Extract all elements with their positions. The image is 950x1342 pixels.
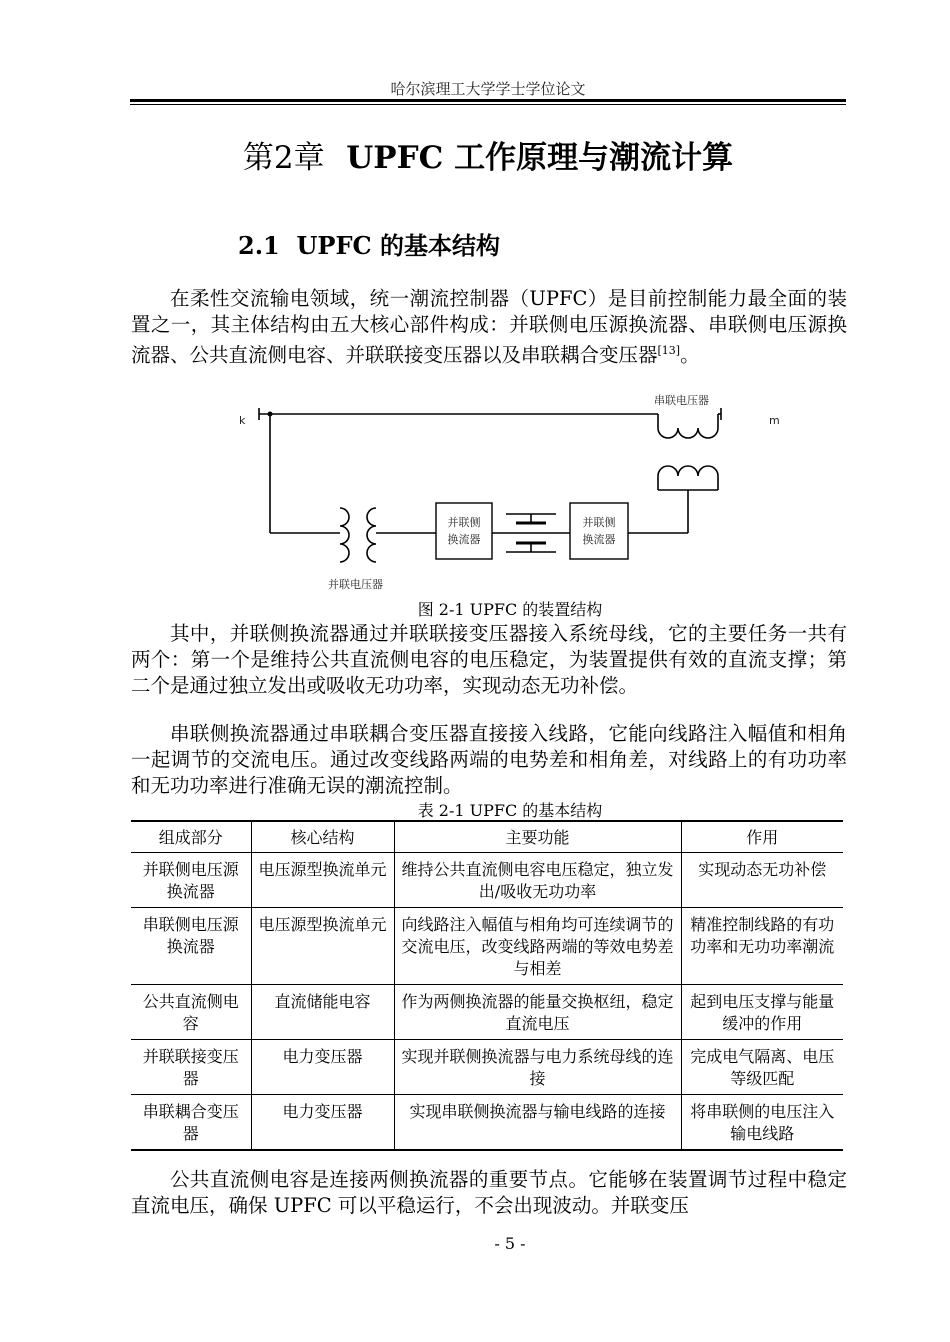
shunt-transformer-secondary xyxy=(367,508,376,562)
section-title xyxy=(238,226,500,261)
table-row xyxy=(131,908,843,985)
table-cell: 并联联接变压器 xyxy=(131,1040,251,1095)
label-shunt-transformer: 并联电压器 xyxy=(328,578,383,591)
table-row xyxy=(131,985,843,1040)
header-rule xyxy=(130,99,846,105)
table-cell: 串联耦合变压器 xyxy=(131,1095,251,1151)
label-shunt-converter-1: 并联侧 xyxy=(447,516,481,529)
junction-dot xyxy=(268,412,273,417)
table-row xyxy=(131,1040,843,1095)
table-cell: 向线路注入幅值与相角均可连续调节的交流电压，改变线路两端的等效电势差与相差 xyxy=(394,908,681,985)
table-header-row xyxy=(131,821,843,853)
table-cell: 实现串联侧换流器与输电线路的连接 xyxy=(394,1095,681,1151)
table-cell: 电力变压器 xyxy=(251,1040,394,1095)
label-series-converter-1: 并联侧 xyxy=(582,516,616,529)
paragraph-shunt: 其中，并联侧换流器通过并联联接变压器接入系统母线，它的主要任务一共有两个：第一个是维持公共直流侧电容的电压稳定，为装置提供有效的直流支撑；第二个是通过独立发出或吸收无功功率，实现动态无功补偿。 xyxy=(131,622,847,697)
table-cell: 并联侧电压源换流器 xyxy=(131,853,251,908)
table-header-cell: 核心结构 xyxy=(251,821,394,853)
table-cell: 将串联侧的电压注入输电线路 xyxy=(681,1095,843,1151)
table-cell: 直流储能电容 xyxy=(251,985,394,1040)
label-node-k: k xyxy=(239,414,246,427)
paragraph-intro-text: 在柔性交流输电领域，统一潮流控制器（UPFC）是目前控制能力最全面的装置之一，其主体结构由五大核心部件构成：并联侧电压源换流器、串联侧电压源换流器、公共直流侧电容、并联联接变压器以及串联耦合变压器 xyxy=(131,287,847,367)
table-header-cell: 作用 xyxy=(681,821,843,853)
section-title-text: UPFC 的基本结构 xyxy=(296,231,500,260)
section-number: 2.1 xyxy=(238,231,280,260)
paragraph-intro-end: 。 xyxy=(680,343,700,367)
chapter-title xyxy=(130,132,846,177)
upfc-circuit-diagram xyxy=(236,390,796,595)
label-shunt-converter-2: 换流器 xyxy=(447,533,481,546)
paragraph-dc-capacitor: 公共直流侧电容是连接两侧换流器的重要节点。它能够在装置调节过程中稳定直流电压，确保 UPFC 可以平稳运行，不会出现波动。并联变压 xyxy=(131,1168,847,1217)
table-caption: 表 2-1 UPFC 的基本结构 xyxy=(417,801,603,820)
table-cell: 电压源型换流单元 xyxy=(251,853,394,908)
table-header-cell: 组成部分 xyxy=(131,821,251,853)
running-header: 哈尔滨理工大学学士学位论文 xyxy=(390,80,586,98)
table-cell: 精准控制线路的有功功率和无功功率潮流 xyxy=(681,908,843,985)
table-cell: 起到电压支撑与能量缓冲的作用 xyxy=(681,985,843,1040)
label-series-transformer: 串联电压器 xyxy=(654,394,709,407)
series-transformer-secondary xyxy=(658,466,718,490)
table-cell: 串联侧电压源换流器 xyxy=(131,908,251,985)
paragraph-intro xyxy=(131,286,847,369)
table-cell: 公共直流侧电容 xyxy=(131,985,251,1040)
table-header-cell: 主要功能 xyxy=(394,821,681,853)
shunt-converter-box xyxy=(436,503,492,559)
series-transformer-primary xyxy=(658,414,718,438)
paragraph-series: 串联侧换流器通过串联耦合变压器直接接入线路，它能向线路注入幅值和相角一起调节的交流电压。通过改变线路两端的电势差和相角差，对线路上的有功功率和无功功率进行准确无误的潮流控制。 xyxy=(131,722,847,797)
table-cell: 实现并联侧换流器与电力系统母线的连接 xyxy=(394,1040,681,1095)
page-number: - 5 - xyxy=(494,1234,526,1253)
table-cell: 完成电气隔离、电压等级匹配 xyxy=(681,1040,843,1095)
table-cell: 实现动态无功补偿 xyxy=(681,853,843,908)
chapter-title-text: UPFC 工作原理与潮流计算 xyxy=(346,140,734,176)
table-row xyxy=(131,853,843,908)
label-series-converter-2: 换流器 xyxy=(582,533,616,546)
upfc-structure-table xyxy=(131,820,843,1151)
table-cell: 电压源型换流单元 xyxy=(251,908,394,985)
series-converter-box xyxy=(570,503,628,559)
table-cell: 维持公共直流侧电容电压稳定，独立发出/吸收无功功率 xyxy=(394,853,681,908)
chapter-number: 第2章 xyxy=(242,140,325,176)
label-node-m: m xyxy=(769,414,780,427)
table-cell: 电力变压器 xyxy=(251,1095,394,1151)
table-row xyxy=(131,1095,843,1151)
table-cell: 作为两侧换流器的能量交换枢纽，稳定直流电压 xyxy=(394,985,681,1040)
figure-caption: 图 2-1 UPFC 的装置结构 xyxy=(417,600,603,619)
citation-ref: [13] xyxy=(657,344,681,357)
shunt-transformer-primary xyxy=(340,508,349,562)
upfc-structure-figure xyxy=(236,390,796,595)
